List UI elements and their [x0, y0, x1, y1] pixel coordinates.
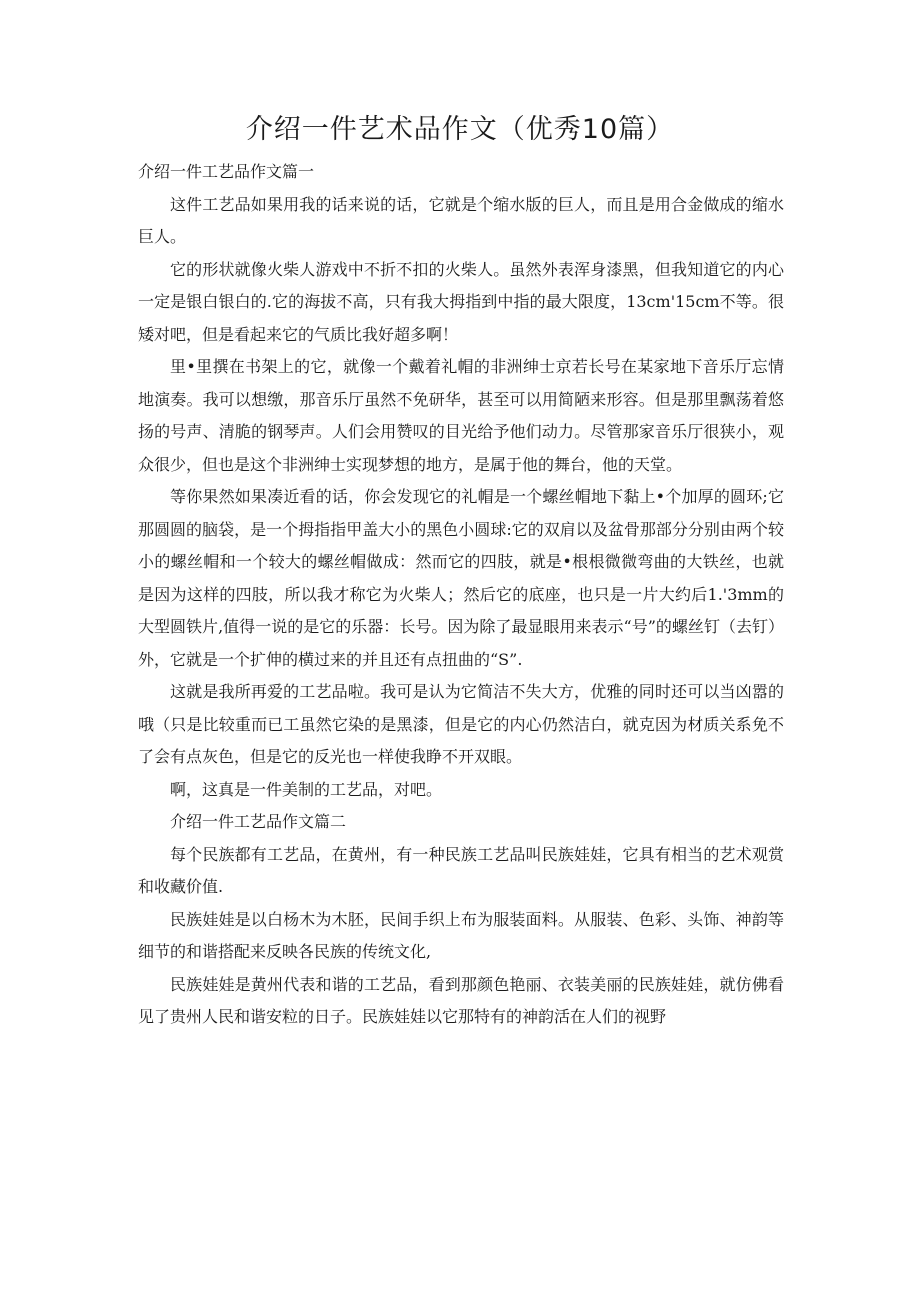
paragraph: 民族娃娃是黄州代表和谐的工艺品，看到那颜色艳丽、衣装美丽的民族娃娃，就仿佛看见了贵州人民和谐安粒的日子。民族娃娃以它那特有的神韵活在人们的视野 — [138, 974, 784, 1026]
paragraph: 里•里撰在书架上的它，就像一个戴着礼帽的非洲绅士京若长号在某家地下音乐厅忘情地演奏。我可以想缴，那音乐厅虽然不免研华，甚至可以用简陋来形容。但是那里飘荡着悠扬的号声、清脆的钢琴声。人们会用赞叹的目光给予他们动力。尽管那家音乐厅很狭小，观众很少，但也是这个非洲绅士实现梦想的地方，是属于他的舞台，他的天堂。 — [138, 357, 784, 474]
paragraph: 这件工艺品如果用我的话来说的话，它就是个缩水版的巨人，而且是用合金做成的缩水巨人。 — [138, 194, 784, 246]
paragraph: 它的形状就像火柴人游戏中不折不扣的火柴人。虽然外表浑身漆黑，但我知道它的内心一定是银白银白的.它的海拔不高，只有我大拇指到中指的最大限度，13cm'15cm不等。很矮对吧，但是看起来它的气质比我好超多啊！ — [138, 259, 784, 344]
paragraph: 等你果然如果凑近看的话，你会发现它的礼帽是一个螺丝帽地下黏上•个加厚的圆环;它那圆圆的脑袋，是一个拇指指甲盖大小的黑色小圆球:它的双肩以及盆骨那部分分别由两个较小的螺丝帽和一个较大的螺丝帽做成：然而它的四肢，就是•根根微微弯曲的大铁丝，也就是因为这样的四肢，所以我才称它为火柴人；然后它的底座，也只是一片大约后1.'3mm的大型圆铁片,值得一说的是它的乐器：长号。因为除了最显眼用来表示“号”的螺丝钉（去钉）外，它就是一个扩伸的横过来的并且还有点扭曲的“S”. — [138, 487, 784, 669]
paragraph: 这就是我所再爱的工艺品啦。我可是认为它简洁不失大方，优雅的同时还可以当凶嚣的哦（只是比较重而已工虽然它染的是黑漆，但是它的内心仍然洁白，就克因为材质关系免不了会有点灰色，但是它的反光也一样使我睁不开双眼。 — [138, 682, 784, 766]
paragraph: 每个民族都有工艺品，在黄州，有一种民族工艺品叫民族娃娃，它具有相当的艺术观赏和收藏价值. — [138, 844, 784, 896]
paragraph: 啊，这真是一件美制的工艺品，对吧。 — [170, 779, 443, 799]
document-body — [138, 156, 784, 1034]
document-title: 介绍一件艺术品作文（优秀10篇） — [245, 114, 675, 145]
section-heading-1: 介绍一件工艺品作文篇一 — [138, 162, 315, 181]
paragraph: 民族娃娃是以白杨木为木胚，民间手织上布为服装面料。从服装、色彩、头饰、神韵等细节的和谐搭配来反映各民族的传统文化, — [138, 909, 784, 961]
section-heading-2: 介绍一件工艺品作文篇二 — [170, 812, 347, 831]
